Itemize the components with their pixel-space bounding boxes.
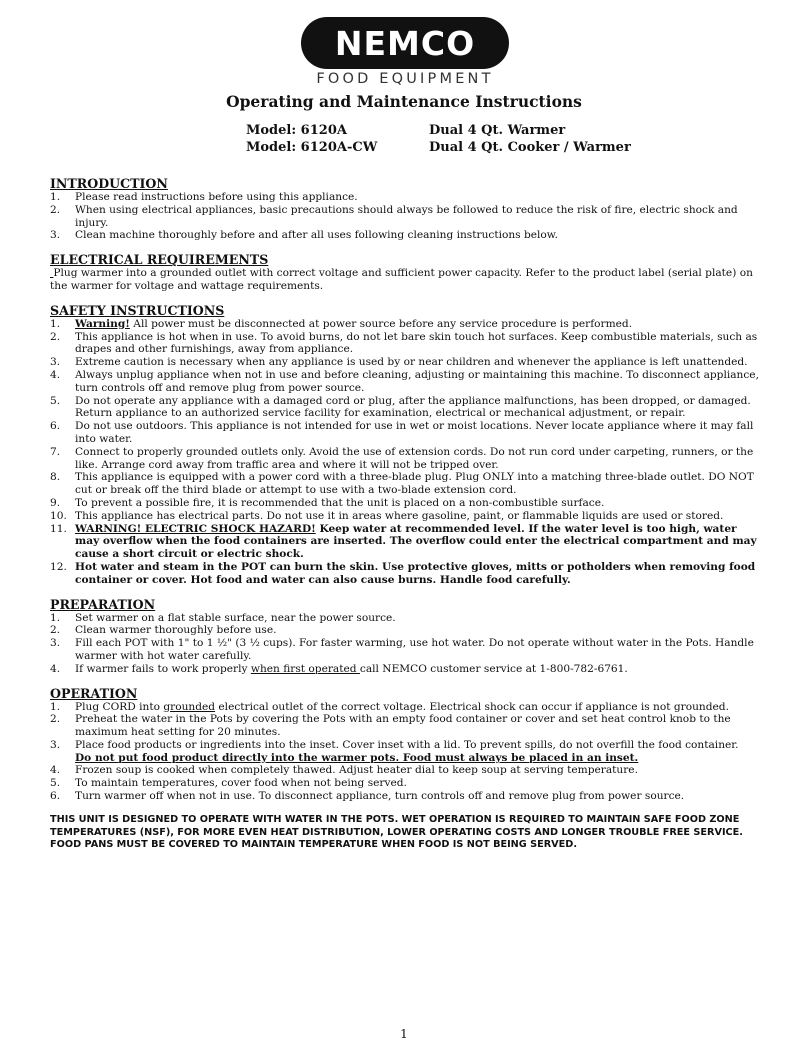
list-item: 11. WARNING! ELECTRIC SHOCK HAZARD! Keep water at recommended level. If the water level is too high, water may overflow when the food containers are inserted. The overflow could enter the electrical compartment and may cause a short circuit or electric shock. [50,522,757,561]
document-body [50,176,760,852]
list-item: 5. Do not operate any appliance with a damaged cord or plug, after the appliance malfunctions, has been dropped, or damaged. Return appliance to an authorized service facility for examination, electrical or mechanical adjustment, or repair. [50,394,751,420]
section-title: ELECTRICAL REQUIREMENTS [50,252,269,268]
list-item: 6. Do not use outdoors. This appliance is not intended for use in wet or moist locations. Never locate appliance where it may fall into water. [50,420,754,445]
list-item: 4. Frozen soup is cooked when completely thawed. Adjust heater dial to keep soup at serving temperature. [50,764,638,777]
logo-badge [301,17,509,69]
electrical-section [50,252,760,293]
model-description: Dual 4 Qt. Cooker / Warmer [429,140,631,155]
operation-section [50,686,760,803]
logo-text: NEMCO [334,23,476,63]
list-item: 6. Turn warmer off when not in use. To disconnect appliance, turn controls off and remove plug from power source. [50,790,685,803]
page-number: 1 [400,1027,408,1041]
list-item: 9. To prevent a possible fire, it is recommended that the unit is placed on a non-combustible surface. [50,496,605,509]
list-item: 10. This appliance has electrical parts. Do not use it in areas where gasoline, paint, or flammable liquids are used or stored. [50,509,724,522]
list-item: 1. Warning! All power must be disconnected at power source before any service procedure is performed. [50,317,633,330]
preparation-list [50,612,760,676]
list-item: 8. This appliance is equipped with a power cord with a three-blade plug. Plug ONLY into a matching three-blade outlet. DO NOT cut or break off the third blade or attempt to use with a two-blade extension cord. [50,471,754,497]
list-item: 4. Always unplug appliance when not in use and before cleaning, adjusting or maintaining this machine. To disconnect appliance, turn controls off and remove plug from power source. [50,368,759,394]
list-item: 3. Place food products or ingredients into the inset. Cover inset with a lid. To prevent spills, do not overfill the food container. Do not put food product directly into the warmer pots. Food must always be placed in an inset. [50,738,739,764]
list-item: 2. When using electrical appliances, basic precautions should always be followed to reduce the risk of fire, electric shock and injury. [50,203,738,229]
list-item: 3. Extreme caution is necessary when any appliance is used by or near children and whenever the appliance is left unattended. [50,356,748,369]
preparation-section [50,597,760,676]
model-number: Model: 6120A [246,123,347,138]
list-item: 4. If warmer fails to work properly when first operated call NEMCO customer service at 1-800-782-6761. [50,662,628,675]
operation-note: Do not put food product directly into the warmer pots. Food must always be placed in an inset. [75,751,639,764]
introduction-section [50,176,760,242]
list-item: 2. Preheat the water in the Pots by covering the Pots with an empty food container or cover and set heat control knob to the maximum heat setting for 20 minutes. [50,713,731,739]
logo-subtext: FOOD EQUIPMENT [316,71,494,87]
list-item: 1. Plug CORD into grounded electrical outlet of the correct voltage. Electrical shock can occur if appliance is not grounded. [50,700,729,713]
closing-statement: THIS UNIT IS DESIGNED TO OPERATE WITH WATER IN THE POTS. WET OPERATION IS REQUIRED TO MAINTAIN SAFE FOOD ZONE TEMPERATURES (NSF), FOR MORE EVEN HEAT DISTRIBUTION, LOWER OPERATING COSTS AND LONGER TROUBLE FREE SERVICE. FOOD PANS MUST BE COVERED TO MAINTAIN TEMPERATURE WHEN FOOD IS NOT BEING SERVED. [50,813,743,851]
safety-section [50,303,760,587]
section-title: PREPARATION [50,596,156,612]
list-item: 5. To maintain temperatures, cover food when not being served. [50,777,407,790]
section-title: OPERATION [50,685,138,701]
list-item: 7. Connect to properly grounded outlets only. Avoid the use of extension cords. Do not run cord under carpeting, runners, or the like. Arrange cord away from traffic area and where it will not be tripped over. [50,445,754,471]
model-description: Dual 4 Qt. Warmer [429,123,566,138]
section-title: INTRODUCTION [50,176,168,191]
list-item: 3. Fill each POT with 1" to 1 ½" (3 ½ cups). For faster warming, use hot water. Do not operate without water in the Pots. Handle warmer with hot water carefully. [50,637,754,662]
list-item: 1. Please read instructions before using this appliance. [50,191,358,203]
paragraph: Plug warmer into a grounded outlet with correct voltage and sufficient power capacity. Refer to the product label (serial plate) on the warmer for voltage and wattage requirements. [50,267,753,292]
model-list [246,122,631,156]
model-row [246,122,631,139]
model-row [246,139,631,156]
page-title: Operating and Maintenance Instructions [226,92,582,111]
list-item: 2. This appliance is hot when in use. To avoid burns, do not let bare skin touch hot surfaces. Keep combustible materials, such as drapes and other furnishings, away from appliance. [50,330,758,356]
list-item: 3. Clean machine thoroughly before and after all uses following cleaning instructions below. [50,229,558,242]
operation-list [50,701,760,803]
safety-list [50,318,760,587]
list-item: 12. Hot water and steam in the POT can burn the skin. Use protective gloves, mitts or potholders when removing food container or cover. Hot food and water can also cause burns. Handle food carefully. [50,560,756,586]
model-number: Model: 6120A-CW [246,140,378,155]
list-item: 2. Clean warmer thoroughly before use. [50,624,277,637]
introduction-list [50,191,760,242]
nemco-logo [300,17,510,87]
section-title: SAFETY INSTRUCTIONS [50,302,225,318]
list-item: 1. Set warmer on a flat stable surface, near the power source. [50,611,396,624]
